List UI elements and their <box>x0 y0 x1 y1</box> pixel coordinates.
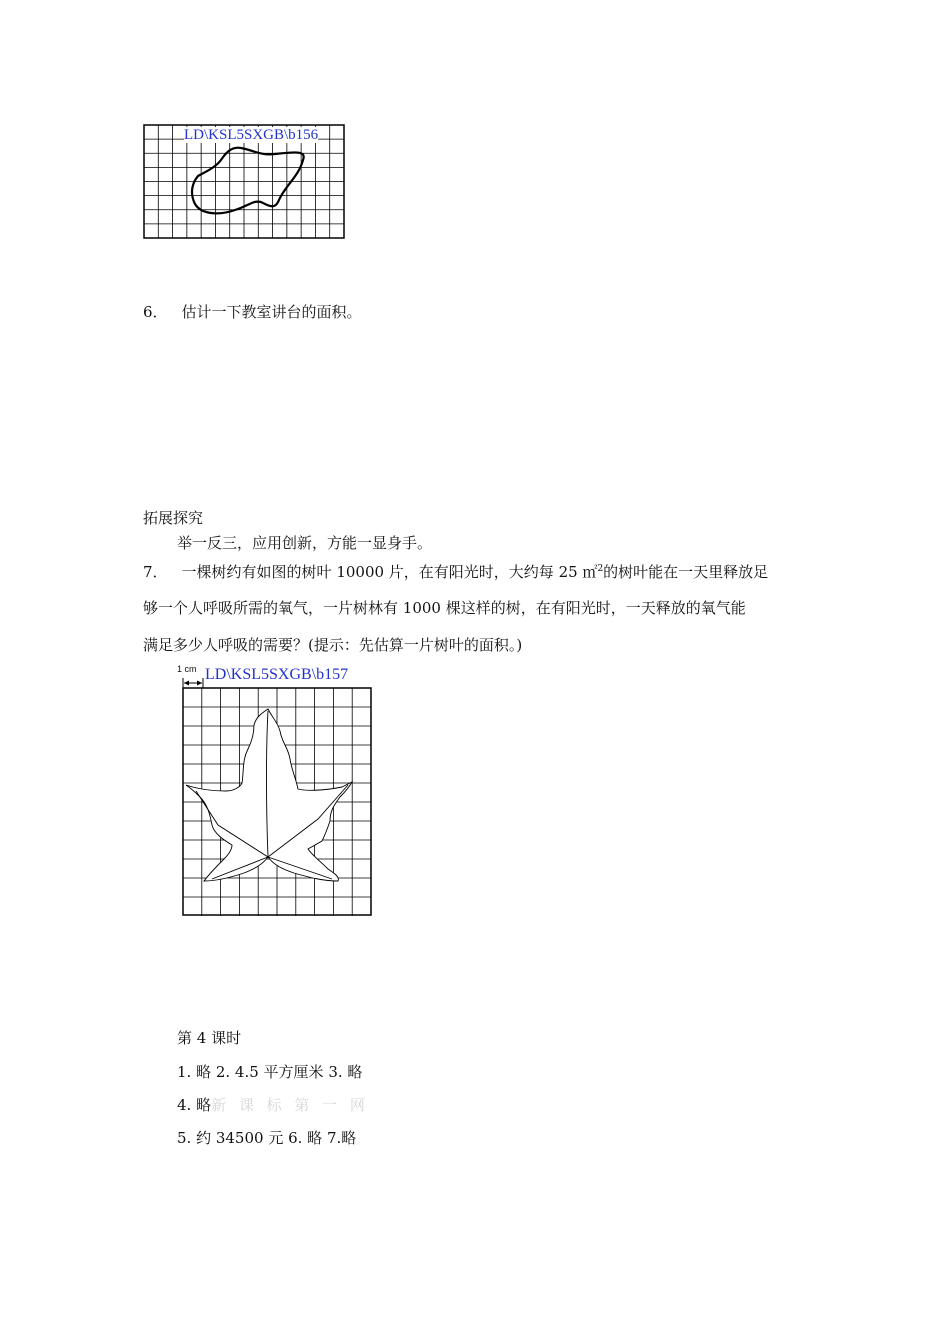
question-number: 7． <box>143 563 168 581</box>
section-heading: 拓展探究 <box>143 509 204 527</box>
superscript: 2 <box>597 564 604 574</box>
answers-line-3: 5. 约 34500 元 6. 略 7.略 <box>177 1129 357 1147</box>
leaf-grid-svg <box>182 687 372 917</box>
question-text: 估计一下教室讲台的面积。 <box>181 303 362 321</box>
question-6 <box>143 302 362 322</box>
figure-ref-label: LD\KSL5SXGB\b157 <box>205 666 349 683</box>
answers-line-2 <box>177 1095 369 1115</box>
watermark: 新 课 标 第 一 网 <box>211 1096 369 1114</box>
section-intro: 举一反三，应用创新，方能一显身手。 <box>177 534 433 552</box>
answer-4: 4. 略 <box>177 1096 212 1114</box>
scale-label: 1 cm <box>177 664 197 674</box>
answers-line-1: 1. 略 2. 4.5 平方厘米 3. 略 <box>177 1063 363 1081</box>
question-7-line-1 <box>143 562 768 582</box>
question-7-line-2: 够一个人呼吸所需的氧气，一片树林有 1000 棵这样的树，在有阳光时，一天释放的氧气能 <box>143 599 746 617</box>
figure-grid-blob <box>143 124 345 239</box>
figure-grid-leaf <box>173 662 383 918</box>
question-7-line-3: 满足多少人呼吸的需要？(提示：先估算一片树叶的面积。) <box>143 636 523 654</box>
question-text-part-b: 的树叶能在一天里释放足 <box>603 563 769 581</box>
question-text-part-a: 一棵树约有如图的树叶 10000 片，在有阳光时，大约每 25 ㎡ <box>181 563 598 581</box>
question-number: 6． <box>143 303 168 321</box>
figure-ref-label: LD\KSL5SXGB\b156 <box>184 127 319 143</box>
answers-title: 第 4 课时 <box>177 1029 242 1047</box>
